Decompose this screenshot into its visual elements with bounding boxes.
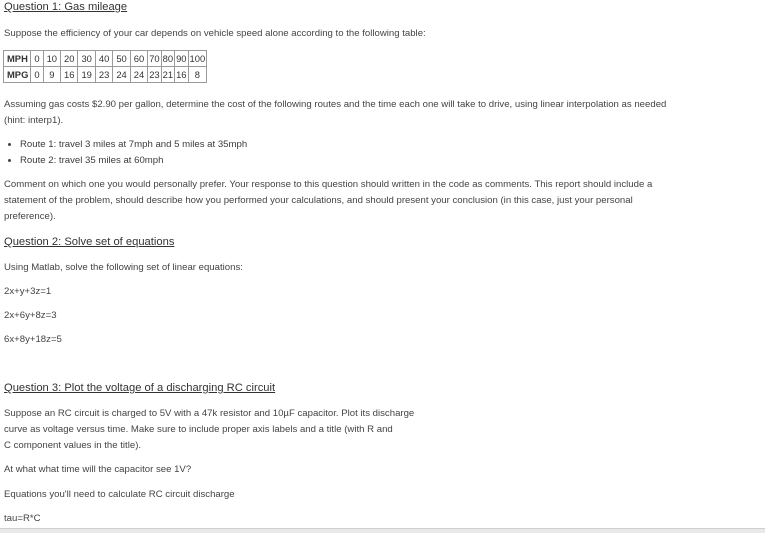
table-cell: 24 [113, 67, 130, 83]
question-3-desc-line-2: curve as voltage versus time. Make sure to include proper axis labels and a title (with R and [4, 424, 393, 435]
table-row [4, 67, 207, 83]
table-cell: 10 [43, 51, 60, 67]
routes-list [4, 137, 247, 168]
table-cell: 24 [130, 67, 147, 83]
question-2-title: Question 2: Solve set of equations [4, 236, 175, 248]
table-cell: 60 [130, 51, 147, 67]
question-3-question: At what what time will the capacitor see 1V? [4, 464, 192, 475]
question-1-intro: Suppose the efficiency of your car depends on vehicle speed alone according to the following table: [4, 28, 426, 39]
question-3-desc-line-3: C component values in the title). [4, 440, 142, 451]
table-cell: 21 [161, 67, 174, 83]
comment-line-1: Comment on which one you would personally prefer. Your response to this question should written in the code as comments. This report should include a [4, 179, 653, 190]
question-3-title: Question 3: Plot the voltage of a discharging RC circuit [4, 382, 276, 394]
table-cell: MPG [4, 67, 31, 83]
table-cell: MPH [4, 51, 31, 67]
bottom-divider [0, 528, 765, 533]
equation-3: 6x+8y+18z=5 [4, 334, 62, 345]
tau-equation: tau=R*C [4, 513, 41, 524]
table-cell: 90 [175, 51, 188, 67]
comment-line-2: statement of the problem, should describe how you performed your calculations, and should present your conclusion (in this case, just your personal [4, 195, 633, 206]
table-cell: 16 [61, 67, 78, 83]
table-cell: 100 [188, 51, 207, 67]
table-cell: 8 [188, 67, 207, 83]
table-cell: 80 [161, 51, 174, 67]
question-1-title: Question 1: Gas mileage [4, 1, 128, 13]
table-cell: 70 [148, 51, 161, 67]
table-cell: 0 [31, 51, 43, 67]
table-cell: 16 [175, 67, 188, 83]
comment-line-3: preference). [4, 211, 56, 222]
table-cell: 50 [113, 51, 130, 67]
table-cell: 40 [95, 51, 112, 67]
equation-2: 2x+6y+8z=3 [4, 310, 57, 321]
table-cell: 30 [78, 51, 95, 67]
table-cell: 19 [78, 67, 95, 83]
question-3-desc-line-1: Suppose an RC circuit is charged to 5V with a 47k resistor and 10µF capacitor. Plot its discharge [4, 408, 415, 419]
equation-1: 2x+y+3z=1 [4, 286, 52, 297]
list-item: Route 1: travel 3 miles at 7mph and 5 miles at 35mph [4, 137, 247, 153]
table-cell: 23 [148, 67, 161, 83]
assumption-line-1: Assuming gas costs $2.90 per gallon, determine the cost of the following routes and the time each one will take to drive, using linear interpolation as needed [4, 99, 667, 110]
list-item: Route 2: travel 35 miles at 60mph [4, 153, 247, 169]
table-cell: 23 [95, 67, 112, 83]
assumption-line-2: (hint: interp1). [4, 115, 64, 126]
table-cell: 20 [61, 51, 78, 67]
table-cell: 0 [31, 67, 43, 83]
question-2-intro: Using Matlab, solve the following set of linear equations: [4, 262, 243, 273]
mpg-table [3, 50, 207, 83]
table-cell: 9 [43, 67, 60, 83]
table-row [4, 51, 207, 67]
equations-intro: Equations you'll need to calculate RC circuit discharge [4, 489, 235, 500]
